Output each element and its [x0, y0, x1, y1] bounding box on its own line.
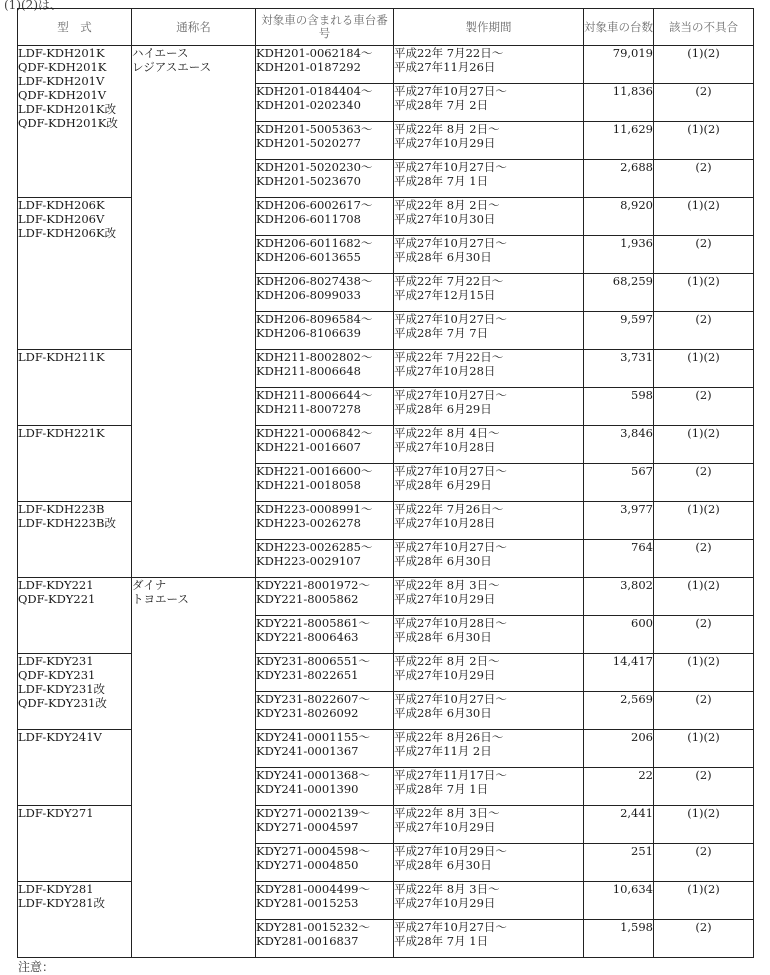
vehicle-name: ハイエース: [132, 46, 189, 60]
chassis-range-cell: [256, 46, 394, 84]
period-from: 平成27年10月27日～: [394, 312, 507, 326]
period-to: 平成27年12月15日: [394, 288, 496, 302]
period-to: 平成27年10月30日: [394, 212, 496, 226]
model-code: LDF-KDY231: [18, 654, 94, 668]
production-period-cell: [394, 920, 584, 958]
model-code: LDF-KDH201V: [18, 74, 105, 88]
model-code: LDF-KDY281改: [18, 896, 106, 910]
model-code: LDF-KDH223B: [18, 502, 105, 516]
period-to: 平成28年 7月 1日: [394, 782, 489, 796]
model-code: QDF-KDH201K: [18, 60, 107, 74]
production-period-cell: [394, 274, 584, 312]
vehicle-count: 8,920: [584, 198, 654, 236]
vehicle-count: 206: [584, 730, 654, 768]
chassis-range-from: KDY271-0002139～: [256, 806, 370, 820]
vehicle-count: 1,936: [584, 236, 654, 274]
chassis-range-cell: [256, 920, 394, 958]
defect-code: (2): [654, 920, 754, 958]
defect-code: (2): [654, 84, 754, 122]
header-defect: 該当の不具合: [654, 9, 754, 46]
chassis-range-cell: [256, 350, 394, 388]
model-cell: [18, 426, 132, 502]
production-period-cell: [394, 160, 584, 198]
defect-code: (1)(2): [654, 274, 754, 312]
chassis-range-cell: [256, 464, 394, 502]
defect-code: (1)(2): [654, 806, 754, 844]
vehicle-count: 68,259: [584, 274, 654, 312]
model-code: LDF-KDH211K: [18, 350, 105, 364]
production-period-cell: [394, 502, 584, 540]
chassis-range-cell: [256, 426, 394, 464]
period-to: 平成27年10月29日: [394, 668, 496, 682]
chassis-range-cell: [256, 540, 394, 578]
chassis-range-from: KDH206-8096584～: [256, 312, 373, 326]
model-code: QDF-KDY221: [18, 592, 96, 606]
period-from: 平成27年10月27日～: [394, 236, 507, 250]
production-period-cell: [394, 882, 584, 920]
vehicle-count: 600: [584, 616, 654, 654]
period-from: 平成22年 7月22日～: [394, 274, 504, 288]
production-period-cell: [394, 426, 584, 464]
recall-table: [17, 8, 754, 958]
period-from: 平成27年10月29日～: [394, 844, 507, 858]
defect-code: (1)(2): [654, 882, 754, 920]
vehicle-count: 251: [584, 844, 654, 882]
table-row: [18, 882, 754, 920]
chassis-range-cell: [256, 882, 394, 920]
chassis-range-to: KDY221-8006463: [256, 630, 359, 644]
model-code: QDF-KDH201V: [18, 88, 107, 102]
chassis-range-to: KDH201-5020277: [256, 136, 361, 150]
vehicle-name: トヨエース: [132, 592, 189, 606]
model-cell: [18, 882, 132, 958]
defect-code: (1)(2): [654, 578, 754, 616]
table-row: [18, 426, 754, 464]
chassis-range-to: KDH201-0187292: [256, 60, 361, 74]
period-to: 平成28年 6月30日: [394, 706, 492, 720]
period-from: 平成22年 8月26日～: [394, 730, 504, 744]
period-from: 平成22年 7月26日～: [394, 502, 504, 516]
vehicle-count: 22: [584, 768, 654, 806]
header-row: [18, 9, 754, 46]
chassis-range-cell: [256, 84, 394, 122]
vehicle-count: 2,688: [584, 160, 654, 198]
chassis-range-from: KDH201-5020230～: [256, 160, 373, 174]
table-row: [18, 502, 754, 540]
period-to: 平成28年 7月 2日: [394, 98, 489, 112]
period-to: 平成27年10月28日: [394, 440, 496, 454]
defect-code: (2): [654, 388, 754, 426]
chassis-range-from: KDY231-8006551～: [256, 654, 370, 668]
model-cell: [18, 578, 132, 654]
vehicle-count: 3,802: [584, 578, 654, 616]
header-range: 対象車の含まれる車台番号: [256, 9, 394, 46]
vehicle-name-cell: [132, 578, 256, 958]
production-period-cell: [394, 84, 584, 122]
chassis-range-cell: [256, 654, 394, 692]
period-from: 平成27年10月27日～: [394, 84, 507, 98]
header-name: 通称名: [132, 9, 256, 46]
period-to: 平成27年11月26日: [394, 60, 496, 74]
chassis-range-from: KDH201-5005363～: [256, 122, 373, 136]
defect-code: (2): [654, 768, 754, 806]
chassis-range-cell: [256, 844, 394, 882]
vehicle-name: ダイナ: [132, 578, 167, 592]
chassis-range-to: KDH201-5023670: [256, 174, 361, 188]
chassis-range-cell: [256, 160, 394, 198]
production-period-cell: [394, 806, 584, 844]
vehicle-count: 764: [584, 540, 654, 578]
period-to: 平成27年10月29日: [394, 136, 496, 150]
production-period-cell: [394, 616, 584, 654]
chassis-range-from: KDH221-0006842～: [256, 426, 373, 440]
model-cell: [18, 730, 132, 806]
chassis-range-cell: [256, 616, 394, 654]
chassis-range-to: KDH201-0202340: [256, 98, 361, 112]
vehicle-count: 3,846: [584, 426, 654, 464]
chassis-range-from: KDH206-6011682～: [256, 236, 373, 250]
chassis-range-to: KDH211-8006648: [256, 364, 361, 378]
production-period-cell: [394, 312, 584, 350]
model-code: LDF-KDY241V: [18, 730, 102, 744]
defect-code: (2): [654, 464, 754, 502]
model-code: LDF-KDY271: [18, 806, 94, 820]
chassis-range-cell: [256, 730, 394, 768]
period-from: 平成22年 8月 3日～: [394, 882, 500, 896]
period-from: 平成22年 8月 3日～: [394, 806, 500, 820]
chassis-range-to: KDH223-0026278: [256, 516, 361, 530]
chassis-range-cell: [256, 312, 394, 350]
vehicle-count: 11,629: [584, 122, 654, 160]
model-cell: [18, 46, 132, 198]
production-period-cell: [394, 464, 584, 502]
chassis-range-from: KDY281-0015232～: [256, 920, 370, 934]
period-from: 平成27年10月27日～: [394, 388, 507, 402]
defect-code: (2): [654, 692, 754, 730]
defect-code: (1)(2): [654, 730, 754, 768]
period-to: 平成27年10月29日: [394, 820, 496, 834]
period-from: 平成22年 8月 3日～: [394, 578, 500, 592]
period-from: 平成22年 8月 2日～: [394, 654, 500, 668]
period-from: 平成22年 7月22日～: [394, 46, 504, 60]
chassis-range-from: KDH211-8006644～: [256, 388, 373, 402]
period-to: 平成28年 6月30日: [394, 630, 492, 644]
chassis-range-to: KDH206-8106639: [256, 326, 361, 340]
period-from: 平成27年10月27日～: [394, 464, 507, 478]
production-period-cell: [394, 350, 584, 388]
chassis-range-cell: [256, 274, 394, 312]
period-to: 平成28年 7月 7日: [394, 326, 489, 340]
period-to: 平成28年 6月30日: [394, 554, 492, 568]
period-from: 平成27年10月27日～: [394, 692, 507, 706]
vehicle-count: 14,417: [584, 654, 654, 692]
production-period-cell: [394, 730, 584, 768]
chassis-range-from: KDH201-0184404～: [256, 84, 373, 98]
period-from: 平成22年 8月 2日～: [394, 122, 500, 136]
header-period: 製作期間: [394, 9, 584, 46]
vehicle-count: 9,597: [584, 312, 654, 350]
production-period-cell: [394, 654, 584, 692]
chassis-range-to: KDY281-0016837: [256, 934, 359, 948]
chassis-range-to: KDH206-6011708: [256, 212, 361, 226]
model-code: QDF-KDY231改: [18, 696, 107, 710]
top-note: (1)(2)は、: [4, 0, 62, 12]
defect-code: (1)(2): [654, 46, 754, 84]
chassis-range-from: KDY221-8005861～: [256, 616, 370, 630]
period-to: 平成28年 7月 1日: [394, 174, 489, 188]
vehicle-count: 3,731: [584, 350, 654, 388]
vehicle-name: レジアスエース: [132, 60, 212, 74]
model-code: QDF-KDY231: [18, 668, 96, 682]
header-model: 型 式: [18, 9, 132, 46]
table-row: [18, 654, 754, 692]
production-period-cell: [394, 388, 584, 426]
period-to: 平成27年11月 2日: [394, 744, 492, 758]
model-code: LDF-KDY221: [18, 578, 94, 592]
period-to: 平成28年 6月29日: [394, 478, 492, 492]
defect-code: (2): [654, 844, 754, 882]
production-period-cell: [394, 198, 584, 236]
table-row: [18, 46, 754, 84]
chassis-range-cell: [256, 502, 394, 540]
period-to: 平成27年10月28日: [394, 364, 496, 378]
table-row: [18, 198, 754, 236]
table-row: [18, 350, 754, 388]
defect-code: (1)(2): [654, 426, 754, 464]
table-row: [18, 730, 754, 768]
period-to: 平成28年 6月30日: [394, 250, 492, 264]
vehicle-name-cell: [132, 46, 256, 578]
chassis-range-cell: [256, 768, 394, 806]
chassis-range-from: KDY241-0001155～: [256, 730, 370, 744]
defect-code: (1)(2): [654, 198, 754, 236]
period-from: 平成22年 7月22日～: [394, 350, 504, 364]
chassis-range-to: KDH206-8099033: [256, 288, 361, 302]
chassis-range-to: KDH206-6013655: [256, 250, 361, 264]
production-period-cell: [394, 844, 584, 882]
chassis-range-cell: [256, 122, 394, 160]
chassis-range-cell: [256, 692, 394, 730]
defect-code: (1)(2): [654, 654, 754, 692]
production-period-cell: [394, 122, 584, 160]
chassis-range-from: KDY221-8001972～: [256, 578, 370, 592]
model-code: LDF-KDY281: [18, 882, 94, 896]
chassis-range-to: KDY241-0001367: [256, 744, 359, 758]
header-count: 対象車の台数: [584, 9, 654, 46]
chassis-range-to: KDH223-0029107: [256, 554, 361, 568]
defect-code: (2): [654, 160, 754, 198]
vehicle-count: 11,836: [584, 84, 654, 122]
chassis-range-from: KDH206-8027438～: [256, 274, 373, 288]
period-to: 平成27年10月29日: [394, 592, 496, 606]
footnote: 注意：: [18, 960, 55, 974]
chassis-range-cell: [256, 578, 394, 616]
chassis-range-from: KDH201-0062184～: [256, 46, 373, 60]
table-body: [18, 46, 754, 958]
defect-code: (1)(2): [654, 502, 754, 540]
period-from: 平成27年10月28日～: [394, 616, 507, 630]
period-from: 平成27年11月17日～: [394, 768, 507, 782]
period-from: 平成27年10月27日～: [394, 160, 507, 174]
model-code: LDF-KDH201K改: [18, 102, 117, 116]
table-row: [18, 578, 754, 616]
model-code: LDF-KDH221K: [18, 426, 105, 440]
chassis-range-from: KDH223-0026285～: [256, 540, 373, 554]
model-code: LDF-KDH206K: [18, 198, 105, 212]
defect-code: (2): [654, 540, 754, 578]
production-period-cell: [394, 236, 584, 274]
production-period-cell: [394, 540, 584, 578]
chassis-range-cell: [256, 806, 394, 844]
table-row: [18, 806, 754, 844]
model-code: LDF-KDH206K改: [18, 226, 117, 240]
defect-code: (1)(2): [654, 122, 754, 160]
period-to: 平成28年 6月29日: [394, 402, 492, 416]
vehicle-count: 3,977: [584, 502, 654, 540]
defect-code: (2): [654, 616, 754, 654]
model-code: LDF-KDH223B改: [18, 516, 116, 530]
model-cell: [18, 350, 132, 426]
model-code: LDF-KDH206V: [18, 212, 105, 226]
model-cell: [18, 198, 132, 350]
chassis-range-from: KDH206-6002617～: [256, 198, 373, 212]
chassis-range-to: KDH211-8007278: [256, 402, 361, 416]
chassis-range-to: KDH221-0018058: [256, 478, 361, 492]
vehicle-count: 10,634: [584, 882, 654, 920]
period-from: 平成27年10月27日～: [394, 540, 507, 554]
model-code: QDF-KDH201K改: [18, 116, 118, 130]
production-period-cell: [394, 768, 584, 806]
chassis-range-to: KDY271-0004597: [256, 820, 359, 834]
chassis-range-from: KDY281-0004499～: [256, 882, 370, 896]
vehicle-count: 79,019: [584, 46, 654, 84]
chassis-range-from: KDY271-0004598～: [256, 844, 370, 858]
period-to: 平成28年 6月30日: [394, 858, 492, 872]
chassis-range-to: KDY241-0001390: [256, 782, 359, 796]
period-from: 平成22年 8月 4日～: [394, 426, 500, 440]
chassis-range-to: KDY221-8005862: [256, 592, 359, 606]
chassis-range-from: KDH211-8002802～: [256, 350, 373, 364]
chassis-range-from: KDH223-0008991～: [256, 502, 373, 516]
period-to: 平成27年10月28日: [394, 516, 496, 530]
chassis-range-from: KDH221-0016600～: [256, 464, 373, 478]
production-period-cell: [394, 46, 584, 84]
period-to: 平成27年10月29日: [394, 896, 496, 910]
period-from: 平成22年 8月 2日～: [394, 198, 500, 212]
model-cell: [18, 502, 132, 578]
chassis-range-to: KDY231-8022651: [256, 668, 359, 682]
model-code: LDF-KDH201K: [18, 46, 105, 60]
model-code: LDF-KDY231改: [18, 682, 106, 696]
chassis-range-to: KDY231-8026092: [256, 706, 359, 720]
production-period-cell: [394, 578, 584, 616]
vehicle-count: 1,598: [584, 920, 654, 958]
defect-code: (2): [654, 312, 754, 350]
chassis-range-from: KDY231-8022607～: [256, 692, 370, 706]
model-cell: [18, 654, 132, 730]
chassis-range-to: KDH221-0016607: [256, 440, 361, 454]
chassis-range-to: KDY271-0004850: [256, 858, 359, 872]
chassis-range-cell: [256, 388, 394, 426]
vehicle-count: 567: [584, 464, 654, 502]
model-cell: [18, 806, 132, 882]
period-from: 平成27年10月27日～: [394, 920, 507, 934]
period-to: 平成28年 7月 1日: [394, 934, 489, 948]
production-period-cell: [394, 692, 584, 730]
chassis-range-cell: [256, 236, 394, 274]
vehicle-count: 2,441: [584, 806, 654, 844]
chassis-range-cell: [256, 198, 394, 236]
defect-code: (1)(2): [654, 350, 754, 388]
chassis-range-from: KDY241-0001368～: [256, 768, 370, 782]
vehicle-count: 598: [584, 388, 654, 426]
defect-code: (2): [654, 236, 754, 274]
chassis-range-to: KDY281-0015253: [256, 896, 359, 910]
vehicle-count: 2,569: [584, 692, 654, 730]
